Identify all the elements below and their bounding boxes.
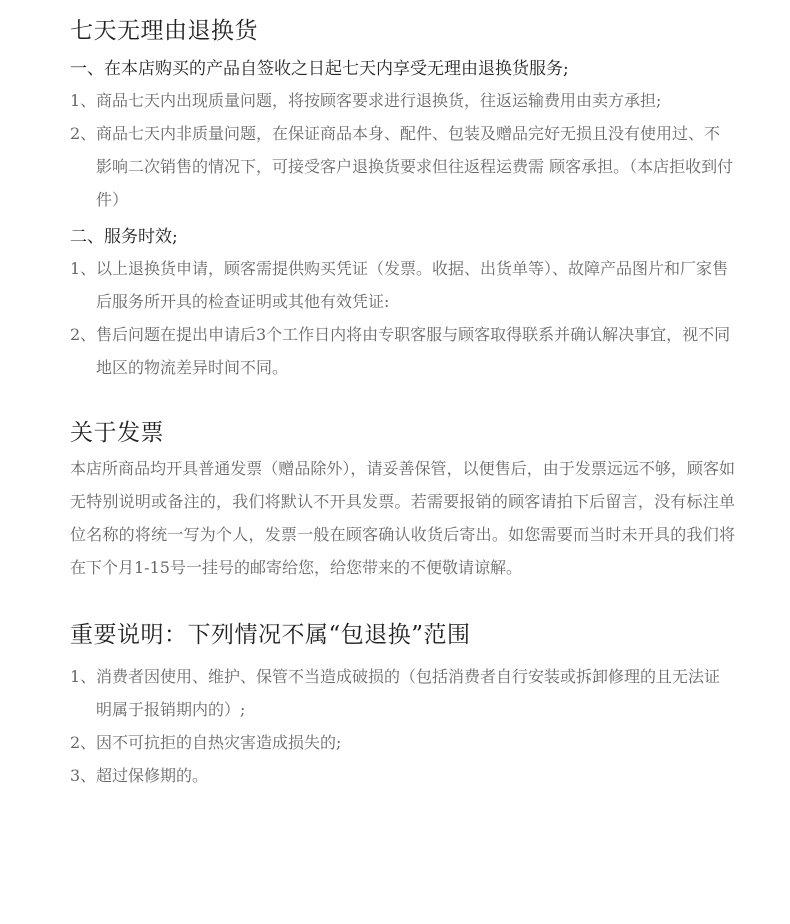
list-item-number: 2、 (70, 733, 97, 752)
invoice-section (70, 416, 735, 584)
list-item (70, 252, 735, 318)
list-item-number: 3、 (70, 766, 97, 785)
list-item-text: 消费者因使用、维护、保管不当造成破损的（包括消费者自行安装或拆卸修理的且无法证明属于报销期内的）; (96, 667, 721, 719)
return-policy-section (70, 14, 735, 384)
important-notes-title: 重要说明：下列情况不属“包退换”范围 (70, 622, 471, 648)
list-item (70, 726, 735, 759)
return-policy-title: 七天无理由退换货 (70, 18, 258, 44)
policy-page (70, 14, 735, 792)
list-item-number: 1、 (70, 259, 97, 278)
list-item-number: 1、 (70, 91, 97, 110)
list-item-text: 以上退换货申请，顾客需提供购买凭证（发票。收据、出货单等）、故障产品图片和厂家售后服务所开具的检查证明或其他有效凭证: (96, 259, 729, 311)
list-item-text: 商品七天内出现质量问题，将按顾客要求进行退换货，往返运输费用由卖方承担; (96, 91, 662, 110)
list-item-number: 2、 (70, 124, 97, 143)
list-item (70, 84, 735, 117)
list-item-text: 因不可抗拒的自热灾害造成损失的; (96, 733, 342, 752)
invoice-title: 关于发票 (70, 420, 164, 446)
list-item-text: 商品七天内非质量问题，在保证商品本身、配件、包装及赠品完好无损且没有使用过、不影响二次销售的情况下，可接受客户退换货要求但往返程运费需 顾客承担。（本店拒收到付件） (96, 124, 734, 209)
list-item-number: 2、 (70, 325, 97, 344)
list-item-text: 超过保修期的。 (96, 766, 209, 785)
important-notes-section (70, 618, 735, 792)
list-item (70, 318, 735, 384)
list-item-text: 售后问题在提出申请后3个工作日内将由专职客服与顾客取得联系并确认解决事宜，视不同地区的物流差异时间不同。 (96, 325, 731, 377)
list-item (70, 759, 735, 792)
list-item (70, 117, 735, 216)
list-item (70, 660, 735, 726)
service-timeliness-heading: 二、服务时效; (70, 227, 178, 247)
list-item-number: 1、 (70, 667, 97, 686)
invoice-body: 本店所商品均开具普通发票（赠品除外），请妥善保管，以便售后，由于发票远远不够，顾客如无特别说明或备注的，我们将默认不开具发票。若需要报销的顾客请拍下后留言，没有标注单位名称的将统一写为个人，发票一般在顾客确认收货后寄出。如您需要而当时未开具的我们将在下个月1-15号一挂号的邮寄给您，给您带来的不便敬请谅解。 (70, 459, 735, 577)
return-scope-heading: 一、在本店购买的产品自签收之日起七天内享受无理由退换货服务; (70, 59, 569, 79)
